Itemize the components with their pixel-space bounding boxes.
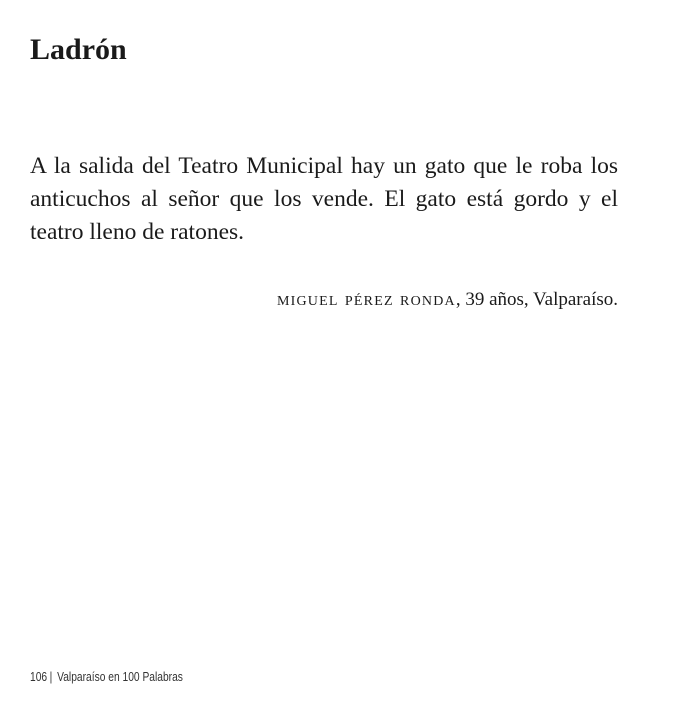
footer-separator: |	[49, 670, 53, 684]
author-name: miguel pérez ronda	[276, 288, 456, 310]
author-byline	[277, 285, 618, 314]
page-number: 106	[30, 670, 48, 684]
story-body: A la salida del Teatro Municipal hay un gato que le roba los anticuchos al señor que los vende. El gato está gordo y el teatro lleno de ratones.	[30, 153, 618, 245]
page-footer	[30, 668, 183, 686]
story-title: Ladrón	[30, 33, 127, 66]
book-title: Valparaíso en 100 Palabras	[57, 670, 183, 684]
author-details: , 39 años, Valparaíso.	[455, 289, 618, 310]
